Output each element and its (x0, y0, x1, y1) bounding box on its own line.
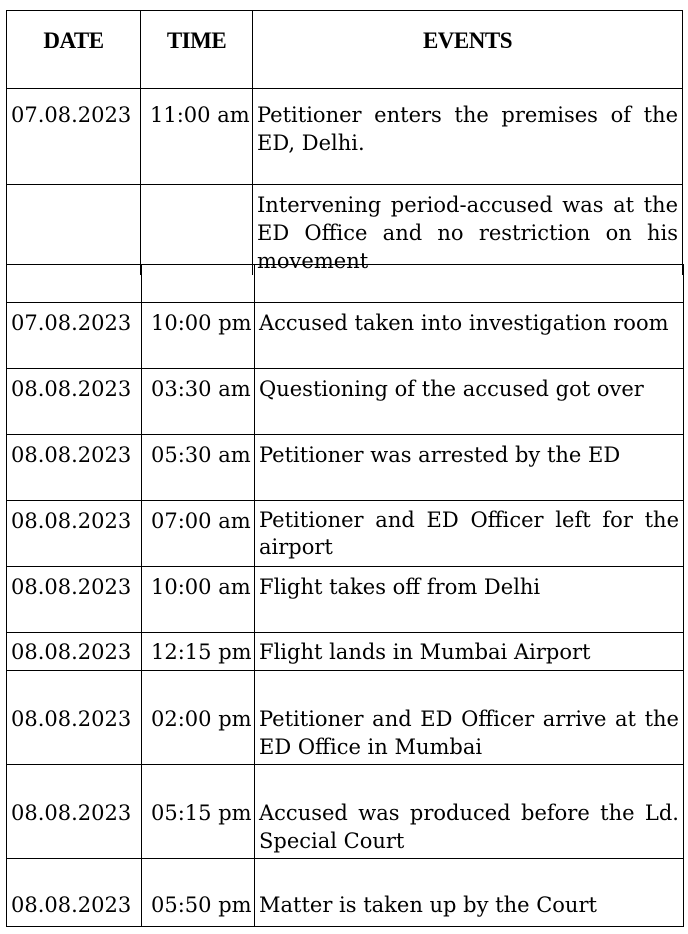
date-cell: 08.08.2023 (7, 567, 142, 633)
table-row (7, 303, 684, 369)
date-cell: 07.08.2023 (7, 89, 141, 185)
date-cell: 08.08.2023 (7, 859, 142, 927)
date-cell: 08.08.2023 (7, 671, 142, 765)
event-cell: Petitioner was arrested by the ED (255, 435, 684, 501)
time-cell: 11:00 am (141, 89, 253, 185)
time-cell: 02:00 pm (142, 671, 255, 765)
event-cell: Questioning of the accused got over (255, 369, 684, 435)
event-cell: Petitioner enters the premises of the ED, Delhi. (253, 89, 683, 185)
event-cell: Accused taken into investigation room (255, 303, 684, 369)
timeline-table-part-2 (0, 264, 688, 927)
time-cell (141, 185, 253, 276)
event-cell: Flight takes off from Delhi (255, 567, 684, 633)
time-cell: 07:00 am (142, 501, 255, 567)
timeline-table-bottom (6, 264, 684, 927)
time-cell: 05:15 pm (142, 765, 255, 859)
table-row (7, 369, 684, 435)
table-row (7, 89, 683, 185)
event-cell: Petitioner and ED Officer arrive at the ED Office in Mumbai (255, 671, 684, 765)
table-row (7, 859, 684, 927)
time-cell: 03:30 am (142, 369, 255, 435)
time-cell: 12:15 pm (142, 633, 255, 671)
date-cell: 08.08.2023 (7, 369, 142, 435)
date-cell: 08.08.2023 (7, 501, 142, 567)
table-row (7, 265, 684, 303)
header-events: EVENTS (253, 11, 683, 89)
table-row (7, 633, 684, 671)
date-cell: 08.08.2023 (7, 633, 142, 671)
event-cell: Matter is taken up by the Court (255, 859, 684, 927)
table-row (7, 185, 683, 276)
table-row (7, 501, 684, 567)
table-row (7, 765, 684, 859)
time-cell: 05:50 pm (142, 859, 255, 927)
event-cell: Accused was produced before the Ld. Special Court (255, 765, 684, 859)
time-cell: 10:00 am (142, 567, 255, 633)
header-time: TIME (141, 11, 253, 89)
timeline-table-part-1 (0, 10, 688, 275)
table-row (7, 671, 684, 765)
table-row (7, 567, 684, 633)
date-cell (7, 265, 142, 303)
date-cell (7, 185, 141, 276)
date-cell: 08.08.2023 (7, 765, 142, 859)
header-date: DATE (7, 11, 141, 89)
event-cell: Petitioner and ED Officer left for the airport (255, 501, 684, 567)
time-cell: 05:30 am (142, 435, 255, 501)
timeline-table-top (6, 10, 683, 275)
event-cell (255, 265, 684, 303)
time-cell: 10:00 pm (142, 303, 255, 369)
date-cell: 07.08.2023 (7, 303, 142, 369)
date-cell: 08.08.2023 (7, 435, 142, 501)
header-row (7, 11, 683, 89)
event-cell: Flight lands in Mumbai Airport (255, 633, 684, 671)
table-row (7, 435, 684, 501)
time-cell (142, 265, 255, 303)
event-cell: Intervening period-accused was at the ED Office and no restriction on his movement (253, 185, 683, 276)
